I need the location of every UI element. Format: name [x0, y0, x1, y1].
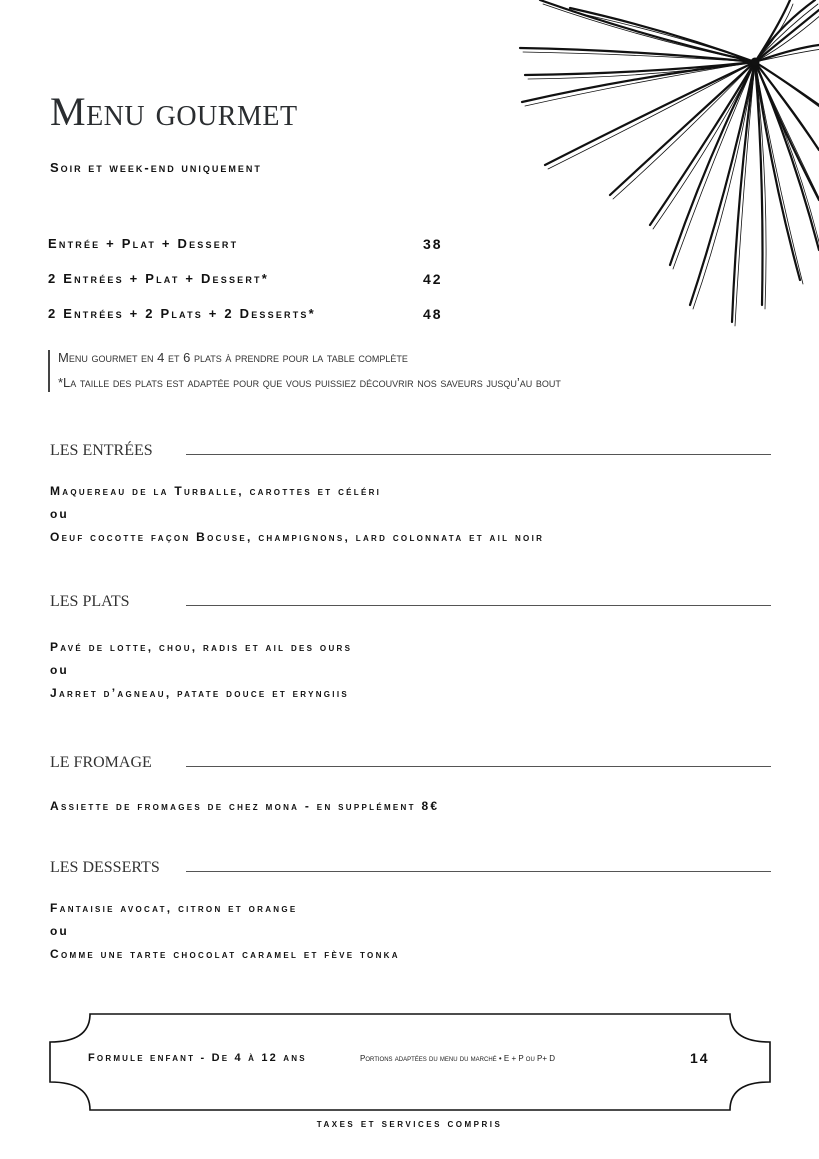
- page-title: Menu gourmet: [50, 89, 298, 134]
- footer-note: taxes et services compris: [316, 1118, 503, 1130]
- formula-row: [48, 271, 448, 291]
- formula-label: Entrée + Plat + Dessert: [48, 236, 239, 251]
- kids-menu-label: Formule enfant - De 4 à 12 ans: [88, 1052, 307, 1064]
- section-title-desserts: LES DESSERTS: [50, 859, 160, 876]
- dish-item: Fantaisie avocat, citron et orange: [50, 901, 298, 915]
- note-line: *La taille des plats est adaptée pour que vous puissiez découvrir nos saveurs jusqu’au bout: [58, 375, 561, 390]
- formula-label: 2 Entrées + 2 Plats + 2 Desserts*: [48, 306, 316, 321]
- formula-price: 48: [423, 306, 443, 322]
- formula-row: [48, 306, 448, 326]
- page-number: 14: [690, 1050, 710, 1066]
- dish-separator: ou: [50, 663, 69, 677]
- formula-row: [48, 236, 448, 256]
- dish-item: Maquereau de la Turballe, carottes et céléri: [50, 484, 382, 498]
- dish-item: Oeuf cocotte façon Bocuse, champignons, lard colonnata et ail noir: [50, 530, 545, 544]
- section-title-entrees: LES ENTRÉES: [50, 442, 153, 459]
- section-title-plats: LES PLATS: [50, 593, 130, 610]
- section-divider: [186, 766, 771, 767]
- note-line: Menu gourmet en 4 et 6 plats à prendre pour la table complète: [58, 350, 408, 365]
- palm-leaf-illustration: [500, 0, 819, 330]
- dish-separator: ou: [50, 924, 69, 938]
- section-divider: [186, 605, 771, 606]
- page-subtitle: Soir et week-end uniquement: [50, 160, 262, 175]
- dish-item: Pavé de lotte, chou, radis et ail des ours: [50, 640, 353, 654]
- formula-label: 2 Entrées + Plat + Dessert*: [48, 271, 270, 286]
- formula-price: 38: [423, 236, 443, 252]
- section-title-fromage: LE FROMAGE: [50, 754, 152, 771]
- dish-separator: ou: [50, 507, 69, 521]
- dish-item: Comme une tarte chocolat caramel et fève tonka: [50, 947, 400, 961]
- section-divider: [186, 871, 771, 872]
- section-divider: [186, 454, 771, 455]
- dish-item: Jarret d’agneau, patate douce et eryngiis: [50, 686, 349, 700]
- note-divider: [48, 350, 50, 392]
- dish-item: Assiette de fromages de chez mona - en supplément 8€: [50, 799, 440, 813]
- kids-menu-details: Portions adaptées du menu du marché • E + P ou P+ D: [360, 1054, 556, 1063]
- formula-price: 42: [423, 271, 443, 287]
